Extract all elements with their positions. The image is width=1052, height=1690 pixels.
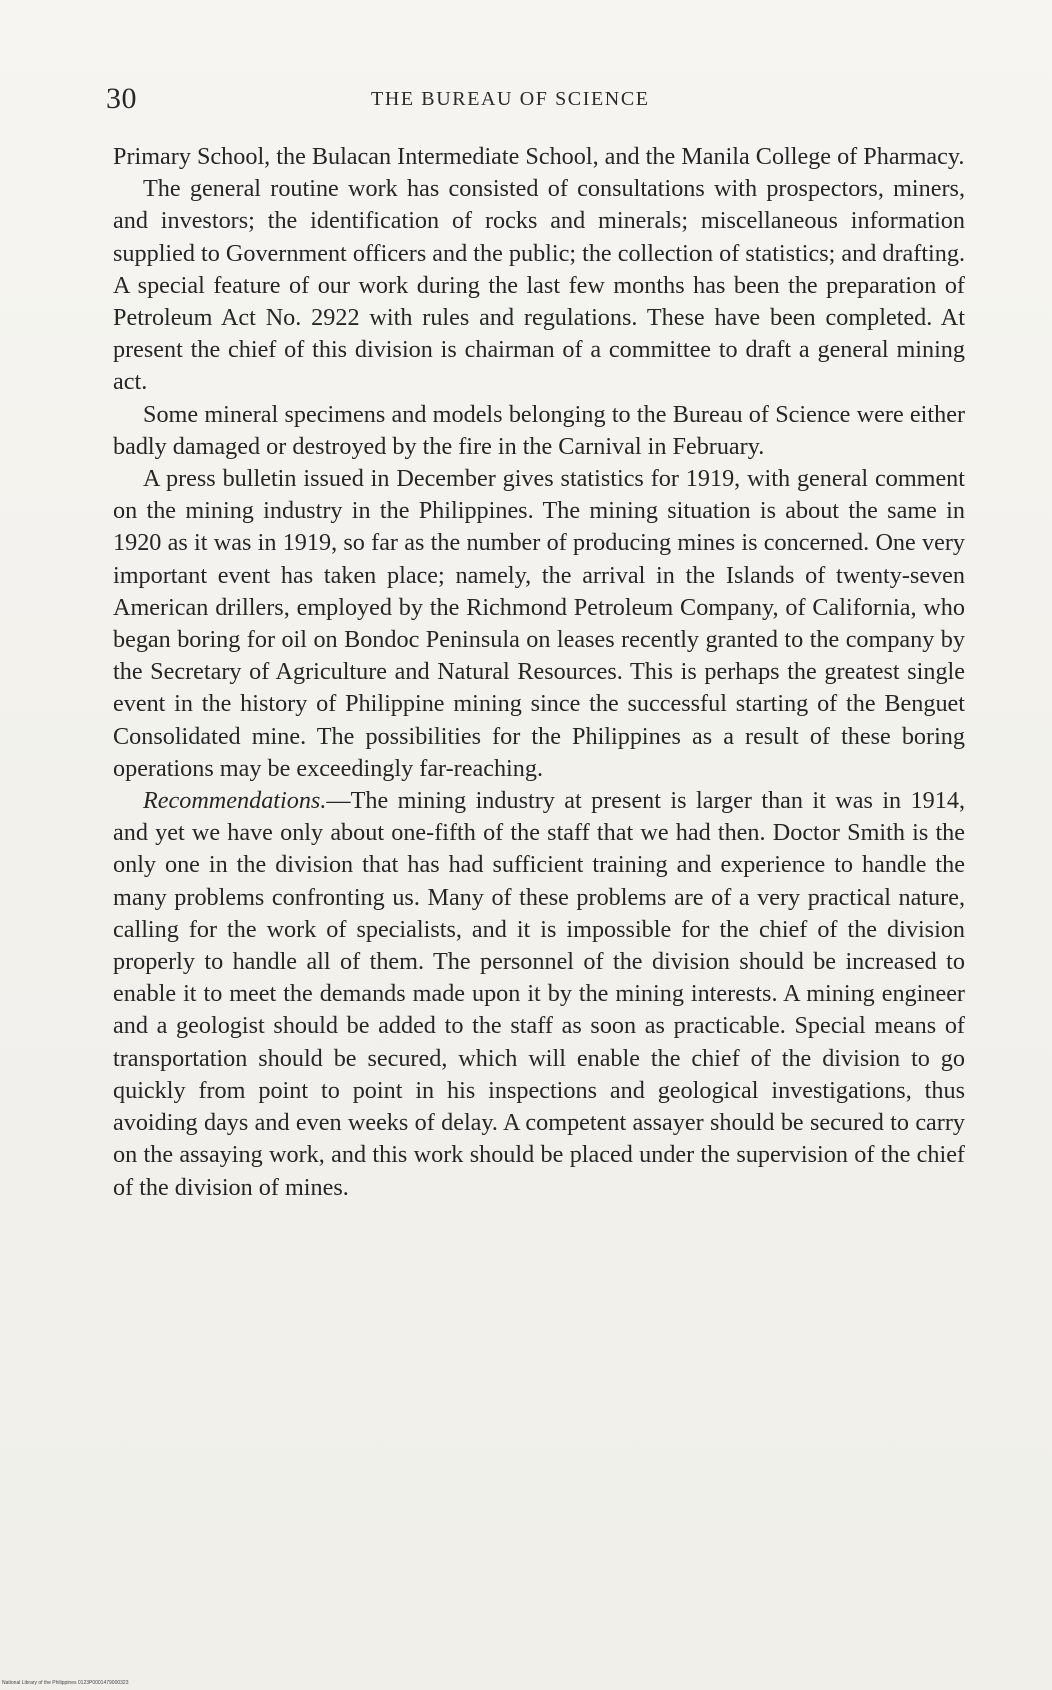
paragraph-fire-damage: Some mineral specimens and models belonging to the Bureau of Science were either badly damaged or destroyed by the fire in the Carnival in February. [113, 400, 965, 460]
paragraph-press-bulletin: A press bulletin issued in December gives statistics for 1919, with general comment on the mining industry in the Philippines. The mining situation is about the same in 1920 as it was in 1919, so far as the number of producing mines is concerned. One very important event has taken place; namely, the arrival in the Islands of twenty-seven American drillers, employed by the Richmond Petroleum Company, of California, who began boring for oil on Bondoc Peninsula on leases recently granted to the company by the Secretary of Agriculture and Natural Resources. This is perhaps the greatest single event in the history of Philippine mining since the successful starting of the Benguet Consolidated mine. The possibilities for the Philippines as a result of these boring operations may be exceedingly far-reaching. [113, 465, 965, 782]
page-number: 30 [106, 82, 137, 115]
body-text [113, 141, 965, 1204]
running-head: THE BUREAU OF SCIENCE [371, 88, 650, 110]
scan-stamp: National Library of the Philippines 0123P0001479000323 [2, 1680, 129, 1686]
paragraph-recommendations [113, 785, 965, 1204]
paragraph-routine-work: The general routine work has consisted of consultations with prospectors, miners, and investors; the identification of rocks and minerals; miscellaneous information supplied to Government officers and the public; the collection of statistics; and drafting. A special feature of our work during the last few months has been the preparation of Petroleum Act No. 2922 with rules and regulations. These have been completed. At present the chief of this division is chairman of a committee to draft a general mining act. [113, 175, 965, 396]
page-header [106, 82, 966, 122]
recommendations-heading: Recommendations. [143, 787, 327, 815]
paragraph-continued: Primary School, the Bulacan Intermediate School, and the Manila College of Pharmacy. [113, 143, 965, 170]
recommendations-text: —The mining industry at present is larger than it was in 1914, and yet we have only about one-fifth of the staff that we had then. Doctor Smith is the only one in the division that has had sufficient training and experience to handle the many problems confronting us. Many of these problems are of a very practical nature, calling for the work of specialists, and it is impossible for the chief of the division properly to handle all of them. The personnel of the division should be increased to enable it to meet the demands made upon it by the mining interests. A mining engineer and a geologist should be added to the staff as soon as practicable. Special means of transportation should be secured, which will enable the chief of the division to go quickly from point to point in his inspections and geological investigations, thus avoiding days and even weeks of delay. A competent assayer should be secured to carry on the assaying work, and this work should be placed under the supervision of the chief of the division of mines. [113, 787, 965, 1201]
